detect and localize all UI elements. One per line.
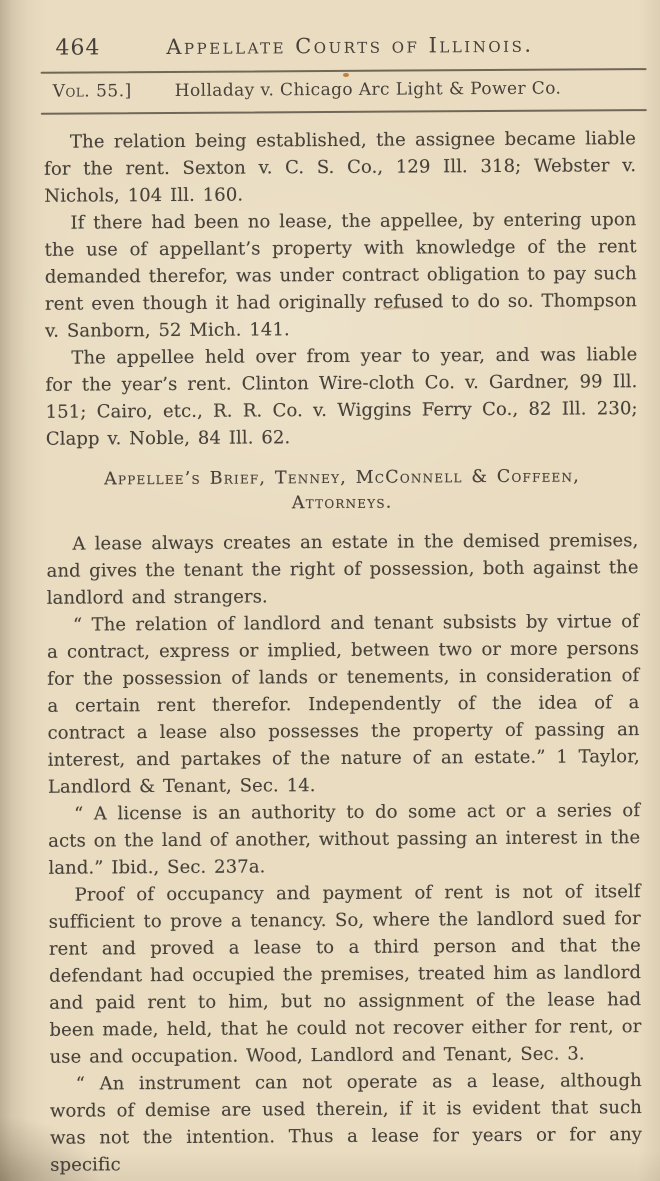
paragraph: Proof of occupancy and payment of rent is not of itself sufficient to prove a tenancy. So, where the landlord sued for rent and proved a lease to a third person and that the defendant had occupied the premises, treated him as landlord and paid rent to him, but no assignment of the lease had been made, held, that he could not recover either for rent, or use and occupation. Wood, Landlord and Tenant, Sec. 3. (48, 881, 642, 1068)
page-body (44, 125, 642, 1179)
paragraph: If there had been no lease, the appellee, by entering upon the use of appellant’s property with knowledge of the rent demanded therefor, was under contract obligation to pay such rent even though it had originally refused to do so. Thompson v. Sanborn, 52 Mich. 141. (44, 209, 638, 342)
paragraph: “ The relation of landlord and tenant subsists by virtue of a contract, express or implied, between two or more persons for the possession of lands or tenements, in consideration of a certain rent therefor. Independently of the idea of a contract a lease also possesses the property of passing an interest, and partakes of the nature of an estate.” 1 Taylor, Landlord & Tenant, Sec. 14. (47, 611, 640, 798)
paragraph: “ An instrument can not operate as a lease, although words of demise are used therein, if it is evident that such was not the intention. Thus a lease for years or for any specific (49, 1070, 643, 1176)
brief-heading-line2: Attorneys. (291, 492, 393, 514)
case-line (44, 70, 636, 111)
brief-heading (46, 464, 638, 518)
paragraph: The appellee held over from year to year, and was liable for the year’s rent. Clinton Wire-cloth Co. v. Gardner, 99 Ill. 151; Cairo, etc., R. R. Co. v. Wiggins Ferry Co., 82 Ill. 230; Clapp v. Noble, 84 Ill. 62. (45, 344, 638, 450)
case-title: Holladay v. Chicago Arc Light & Power Co. (174, 78, 562, 101)
page-number: 464 (55, 35, 101, 61)
paragraph: The relation being established, the assignee became liable for the rent. Sexton v. C. S. Co., 129 Ill. 318; Webster v. Nichols, 104 Ill. 160. (44, 128, 637, 207)
paragraph: “ A license is an authority to do some act or a series of acts on the land of another, without passing an interest in the land.” Ibid., Sec. 237a. (48, 800, 641, 879)
running-head (43, 32, 635, 61)
brief-heading-line1: Appellee’s Brief, Tenney, McConnell & Coffeen, (104, 466, 581, 490)
running-title: Appellate Courts of Illinois. (166, 32, 534, 59)
volume-label: Vol. 55.] (52, 81, 132, 102)
paragraph: A lease always creates an estate in the demised premises, and gives the tenant the right of possession, both against the landlord and strangers. (46, 530, 639, 609)
